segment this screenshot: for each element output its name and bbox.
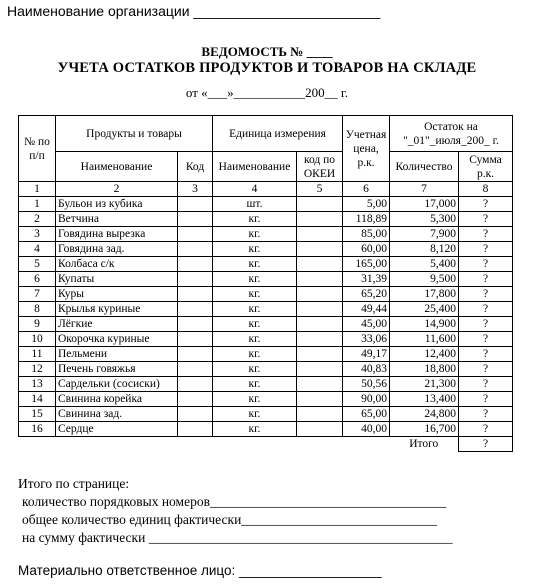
sum-value: ? <box>459 362 513 377</box>
unit-name: кг. <box>213 257 297 272</box>
column-numbers-row <box>19 182 513 197</box>
quantity: 24,800 <box>390 407 459 422</box>
unit-price: 49,44 <box>343 302 390 317</box>
item-code <box>178 212 213 227</box>
row-number: 1 <box>19 197 56 212</box>
responsible-person-line: Материально ответственное лицо: ___________________ <box>18 563 382 578</box>
table-row <box>19 422 513 437</box>
table-row <box>19 212 513 227</box>
column-number: 5 <box>297 182 343 197</box>
row-number: 2 <box>19 212 56 227</box>
quantity: 18,800 <box>390 362 459 377</box>
item-name: Колбаса с/к <box>56 257 178 272</box>
item-code <box>178 392 213 407</box>
item-name: Пельмени <box>56 347 178 362</box>
column-number: 4 <box>213 182 297 197</box>
sum-actual-line: на сумму фактически _____________________________________________ <box>22 530 453 545</box>
unit-name: кг. <box>213 302 297 317</box>
row-number: 9 <box>19 317 56 332</box>
quantity: 5,300 <box>390 212 459 227</box>
col-header-number: № по п/п <box>19 116 56 182</box>
table-row <box>19 362 513 377</box>
sum-value: ? <box>459 257 513 272</box>
quantity: 21,300 <box>390 377 459 392</box>
okei-code <box>297 287 343 302</box>
item-code <box>178 347 213 362</box>
unit-name: кг. <box>213 407 297 422</box>
table-row <box>19 197 513 212</box>
col-header-price: Учетная цена, р.к. <box>343 116 390 182</box>
sum-value: ? <box>459 407 513 422</box>
sum-value: ? <box>459 347 513 362</box>
item-name: Купаты <box>56 272 178 287</box>
col-group-products: Продукты и товары <box>56 116 213 152</box>
item-code <box>178 257 213 272</box>
row-number: 11 <box>19 347 56 362</box>
col-group-balance: Остаток на "_01"_июля_200_ г. <box>390 116 513 152</box>
unit-price: 40,83 <box>343 362 390 377</box>
okei-code <box>297 197 343 212</box>
okei-code <box>297 242 343 257</box>
unit-price: 31,39 <box>343 272 390 287</box>
row-number: 8 <box>19 302 56 317</box>
item-code <box>178 287 213 302</box>
col-group-units: Единица измерения <box>213 116 343 152</box>
table-row <box>19 347 513 362</box>
unit-name: кг. <box>213 227 297 242</box>
table-row <box>19 332 513 347</box>
okei-code <box>297 362 343 377</box>
column-number: 1 <box>19 182 56 197</box>
sum-value: ? <box>459 392 513 407</box>
unit-name: кг. <box>213 317 297 332</box>
item-name: Бульон из кубика <box>56 197 178 212</box>
unit-name: кг. <box>213 332 297 347</box>
total-value: ? <box>459 437 513 452</box>
quantity: 9,500 <box>390 272 459 287</box>
total-spacer <box>19 437 390 452</box>
sum-value: ? <box>459 272 513 287</box>
table-row <box>19 287 513 302</box>
item-name: Свинина зад. <box>56 407 178 422</box>
unit-price: 49,17 <box>343 347 390 362</box>
row-number: 10 <box>19 332 56 347</box>
sum-value: ? <box>459 227 513 242</box>
quantity: 8,120 <box>390 242 459 257</box>
row-number: 12 <box>19 362 56 377</box>
row-number: 7 <box>19 287 56 302</box>
item-code <box>178 302 213 317</box>
unit-name: кг. <box>213 287 297 302</box>
quantity: 17,800 <box>390 287 459 302</box>
sum-value: ? <box>459 212 513 227</box>
table-row <box>19 407 513 422</box>
quantity: 16,700 <box>390 422 459 437</box>
quantity: 25,400 <box>390 302 459 317</box>
quantity: 11,600 <box>390 332 459 347</box>
row-number: 15 <box>19 407 56 422</box>
unit-price: 165,00 <box>343 257 390 272</box>
okei-code <box>297 347 343 362</box>
col-header-sum: Сумма р.к. <box>459 152 513 182</box>
row-number: 4 <box>19 242 56 257</box>
unit-price: 33,06 <box>343 332 390 347</box>
okei-code <box>297 257 343 272</box>
item-name: Сердце <box>56 422 178 437</box>
count-numbers-line: количество порядковых номеров___________________________________ <box>22 494 447 509</box>
column-number: 2 <box>56 182 178 197</box>
okei-code <box>297 212 343 227</box>
okei-code <box>297 332 343 347</box>
col-header-code: Код <box>178 152 213 182</box>
col-header-okei: код по ОКЕИ <box>297 152 343 182</box>
unit-name: кг. <box>213 362 297 377</box>
unit-name: кг. <box>213 347 297 362</box>
okei-code <box>297 302 343 317</box>
item-name: Ветчина <box>56 212 178 227</box>
table-row <box>19 377 513 392</box>
item-code <box>178 422 213 437</box>
sum-value: ? <box>459 302 513 317</box>
document-number-title: ВЕДОМОСТЬ № ____ <box>201 44 333 59</box>
organization-line: Наименование организации ________________________ <box>7 3 381 19</box>
unit-name: кг. <box>213 422 297 437</box>
item-name: Окорочка куриные <box>56 332 178 347</box>
unit-price: 60,00 <box>343 242 390 257</box>
sum-value: ? <box>459 332 513 347</box>
row-number: 14 <box>19 392 56 407</box>
document-date: от «___»___________200__ г. <box>185 85 349 100</box>
unit-price: 85,00 <box>343 227 390 242</box>
item-code <box>178 227 213 242</box>
item-name: Говядина вырезка <box>56 227 178 242</box>
item-code <box>178 272 213 287</box>
count-units-line: общее количество единиц фактически_____________________________ <box>22 512 438 527</box>
col-header-name: Наименование <box>56 152 178 182</box>
okei-code <box>297 227 343 242</box>
okei-code <box>297 407 343 422</box>
unit-name: кг. <box>213 272 297 287</box>
okei-code <box>297 377 343 392</box>
table-row <box>19 392 513 407</box>
unit-price: 45,00 <box>343 317 390 332</box>
unit-price: 65,00 <box>343 407 390 422</box>
col-header-quantity: Количество <box>390 152 459 182</box>
okei-code <box>297 392 343 407</box>
column-number: 6 <box>343 182 390 197</box>
table-row <box>19 227 513 242</box>
sum-value: ? <box>459 242 513 257</box>
table-row <box>19 272 513 287</box>
okei-code <box>297 317 343 332</box>
total-row <box>19 437 513 452</box>
row-number: 5 <box>19 257 56 272</box>
unit-name: кг. <box>213 242 297 257</box>
item-name: Куры <box>56 287 178 302</box>
unit-price: 50,56 <box>343 377 390 392</box>
okei-code <box>297 272 343 287</box>
table-row <box>19 242 513 257</box>
sum-value: ? <box>459 287 513 302</box>
unit-name: кг. <box>213 392 297 407</box>
unit-name: кг. <box>213 377 297 392</box>
unit-price: 90,00 <box>343 392 390 407</box>
item-name: Крылья куриные <box>56 302 178 317</box>
column-number: 3 <box>178 182 213 197</box>
row-number: 16 <box>19 422 56 437</box>
quantity: 5,400 <box>390 257 459 272</box>
item-code <box>178 317 213 332</box>
item-code <box>178 332 213 347</box>
quantity: 14,900 <box>390 317 459 332</box>
quantity: 7,900 <box>390 227 459 242</box>
item-code <box>178 407 213 422</box>
sum-value: ? <box>459 377 513 392</box>
table-row <box>19 302 513 317</box>
unit-price: 5,00 <box>343 197 390 212</box>
sum-value: ? <box>459 317 513 332</box>
sum-value: ? <box>459 422 513 437</box>
item-code <box>178 242 213 257</box>
unit-price: 40,00 <box>343 422 390 437</box>
quantity: 17,000 <box>390 197 459 212</box>
item-name: Сардельки (сосиски) <box>56 377 178 392</box>
page-total-label: Итого по странице: <box>18 476 130 491</box>
document-title: УЧЕТА ОСТАТКОВ ПРОДУКТОВ И ТОВАРОВ НА СКЛАДЕ <box>57 60 477 76</box>
item-code <box>178 197 213 212</box>
quantity: 12,400 <box>390 347 459 362</box>
item-code <box>178 377 213 392</box>
column-number: 8 <box>459 182 513 197</box>
table-row <box>19 257 513 272</box>
table-row <box>19 317 513 332</box>
item-name: Свинина корейка <box>56 392 178 407</box>
quantity: 13,400 <box>390 392 459 407</box>
unit-price: 65,20 <box>343 287 390 302</box>
row-number: 3 <box>19 227 56 242</box>
unit-name: кг. <box>213 212 297 227</box>
total-label: Итого <box>409 438 439 451</box>
row-number: 6 <box>19 272 56 287</box>
unit-price: 118,89 <box>343 212 390 227</box>
row-number: 13 <box>19 377 56 392</box>
item-name: Лёгкие <box>56 317 178 332</box>
column-number: 7 <box>390 182 459 197</box>
inventory-table <box>18 115 513 452</box>
item-name: Говядина зад. <box>56 242 178 257</box>
item-code <box>178 362 213 377</box>
col-header-unit-name: Наименование <box>213 152 297 182</box>
okei-code <box>297 422 343 437</box>
item-name: Печень говяжья <box>56 362 178 377</box>
sum-value: ? <box>459 197 513 212</box>
unit-name: шт. <box>213 197 297 212</box>
